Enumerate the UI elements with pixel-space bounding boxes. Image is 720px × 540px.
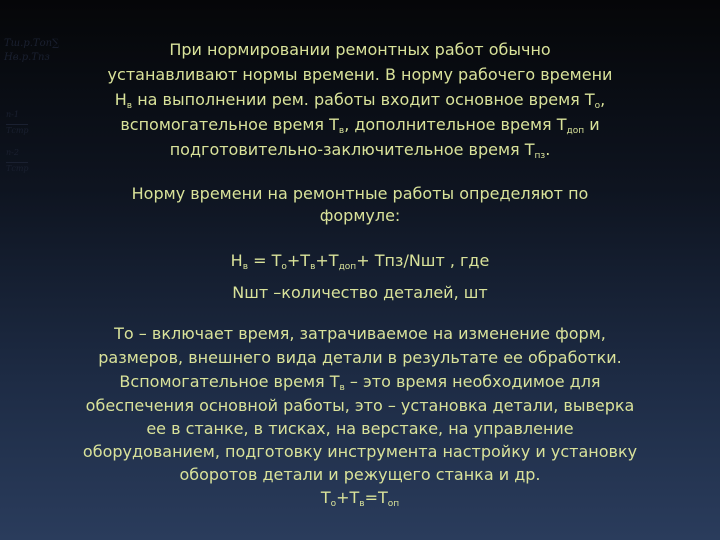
p1-line-2: устанавливают нормы времени. В норму рабочего времени	[107, 65, 613, 84]
p3-line-5: ее в станке, в тисках, на верстаке, на управление	[146, 419, 574, 438]
fragment-fraction-bar-2	[6, 162, 28, 163]
nsht-definition: Nшт –количество деталей, шт	[232, 283, 488, 302]
fragment-text-2: Нв.р.Тпз	[4, 52, 50, 63]
p3-line-6: оборудованием, подготовку инструмента настройку и установку	[82, 442, 638, 461]
p1-line-4: вспомогательное время $Т_в$, дополнительное время $Т_{доп}$ и	[120, 115, 600, 136]
fragment-denominator-2: Тстр	[6, 164, 29, 173]
p3-line-7: оборотов детали и режущего станка и др.	[179, 465, 541, 484]
fragment-denominator-1: Тстр	[6, 126, 29, 135]
fragment-numerator-1: n-1	[6, 110, 19, 119]
fragment-numerator-2: n-2	[6, 148, 19, 157]
p1-line-1: При нормировании ремонтных работ обычно	[169, 40, 551, 59]
p3-line-8: $Т_о+Т_в=Т_{оп}$	[320, 488, 400, 509]
p1-line-3: $Н_в$ на выполнении рем. работы входит основное время $Т_о$,	[114, 90, 606, 111]
p3-line-4: обеспечения основной работы, это – установка детали, выверка	[85, 396, 635, 415]
p2-line-2: формуле:	[319, 206, 401, 225]
p3-line-1: То – включает время, затрачиваемое на изменение форм,	[114, 324, 606, 343]
p2-line-1: Норму времени на ремонтные работы определяют по	[131, 184, 589, 203]
p3-line-3: Вспомогательное время $Т_в$ – это время необходимое для	[119, 372, 601, 393]
fragment-fraction-bar-1	[6, 124, 28, 125]
p1-line-5: подготовительно-заключительное время $Т_{пз}$.	[169, 140, 551, 161]
main-formula: $Н_в = Т_о+Т_в+Т_{доп}+ Тпз/Nшт$ , где	[230, 251, 490, 272]
p3-line-2: размеров, внешнего вида детали в результате ее обработки.	[98, 348, 622, 367]
fragment-text-1: Тш.р.Топ∑	[4, 38, 60, 49]
